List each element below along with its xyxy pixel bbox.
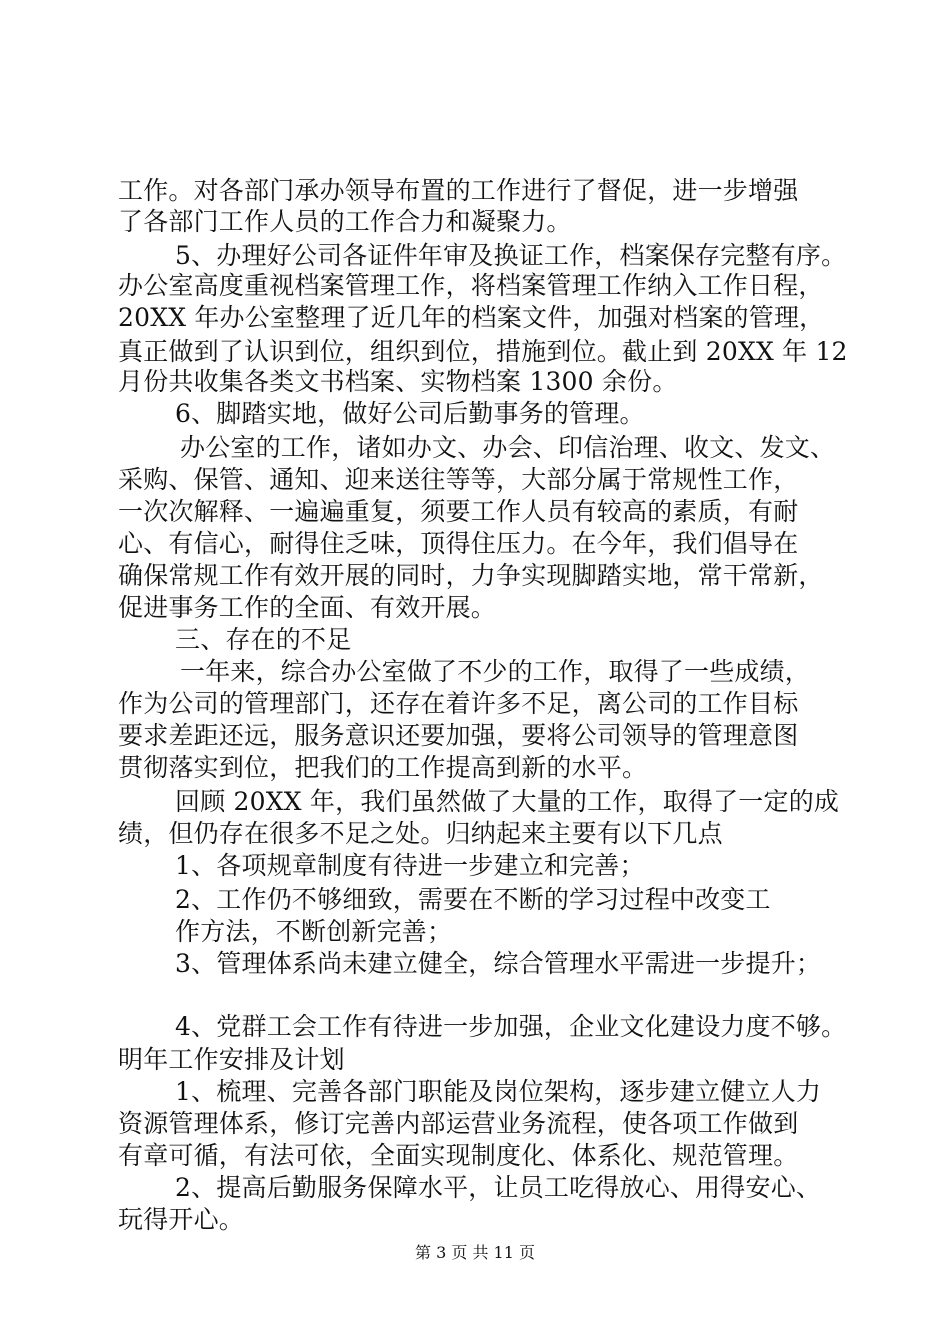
paragraph-line: 贯彻落实到位，把我们的工作提高到新的水平。 bbox=[118, 753, 648, 782]
paragraph-line: 一年来，综合办公室做了不少的工作，取得了一些成绩， bbox=[180, 657, 811, 686]
section-heading: 明年工作安排及计划 bbox=[118, 1045, 345, 1074]
list-item: 4、党群工会工作有待进一步加强，企业文化建设力度不够。 bbox=[175, 1012, 847, 1041]
paragraph-line: 资源管理体系，修订完善内部运营业务流程，使各项工作做到 bbox=[118, 1109, 799, 1138]
paragraph-line: 要求差距还远，服务意识还要加强，要将公司领导的管理意图 bbox=[118, 721, 799, 750]
paragraph-line: 绩，但仍存在很多不足之处。归纳起来主要有以下几点 bbox=[118, 819, 723, 848]
list-item: 1、梳理、完善各部门职能及岗位架构，逐步建立健立人力 bbox=[175, 1077, 822, 1106]
paragraph-line: 确保常规工作有效开展的同时，力争实现脚踏实地，常干常新， bbox=[118, 561, 824, 590]
paragraph-line: 5、办理好公司各证件年审及换证工作，档案保存完整有序。 bbox=[175, 241, 847, 270]
list-item: 2、提高后勤服务保障水平，让员工吃得放心、用得安心、 bbox=[175, 1173, 822, 1202]
paragraph-line: 一次次解释、一遍遍重复，须要工作人员有较高的素质，有耐 bbox=[118, 497, 799, 526]
paragraph-line: 办公室高度重视档案管理工作，将档案管理工作纳入工作日程， bbox=[118, 271, 824, 300]
paragraph-line: 了各部门工作人员的工作合力和凝聚力。 bbox=[118, 207, 572, 236]
paragraph-line: 心、有信心，耐得住乏味，顶得住压力。在今年，我们倡导在 bbox=[118, 529, 799, 558]
paragraph-line: 回顾 20XX 年，我们虽然做了大量的工作，取得了一定的成 bbox=[175, 787, 840, 816]
paragraph-line: 20XX 年办公室整理了近几年的档案文件，加强对档案的管理， bbox=[118, 303, 825, 332]
paragraph-line: 有章可循，有法可依，全面实现制度化、体系化、规范管理。 bbox=[118, 1141, 799, 1170]
list-item: 1、各项规章制度有待进一步建立和完善； bbox=[175, 851, 645, 880]
paragraph-line: 6、脚踏实地，做好公司后勤事务的管理。 bbox=[175, 399, 645, 428]
list-item: 3、管理体系尚未建立健全，综合管理水平需进一步提升； bbox=[175, 949, 822, 978]
paragraph-line: 工作。对各部门承办领导布置的工作进行了督促，进一步增强 bbox=[118, 176, 799, 205]
paragraph-line: 采购、保管、通知、迎来送往等等，大部分属于常规性工作， bbox=[118, 465, 799, 494]
list-item: 作方法，不断创新完善； bbox=[175, 917, 453, 946]
paragraph-line: 促进事务工作的全面、有效开展。 bbox=[118, 593, 497, 622]
paragraph-line: 月份共收集各类文书档案、实物档案 1300 余份。 bbox=[118, 367, 678, 396]
page-number-footer: 第 3 页 共 11 页 bbox=[415, 1243, 535, 1262]
paragraph-line: 玩得开心。 bbox=[118, 1205, 245, 1234]
section-heading: 三、存在的不足 bbox=[175, 625, 352, 654]
list-item: 2、工作仍不够细致，需要在不断的学习过程中改变工 bbox=[175, 885, 771, 914]
paragraph-line: 作为公司的管理部门，还存在着许多不足，离公司的工作目标 bbox=[118, 689, 799, 718]
paragraph-line: 办公室的工作，诸如办文、办会、印信治理、收文、发文、 bbox=[180, 433, 836, 462]
paragraph-line: 真正做到了认识到位，组织到位，措施到位。截止到 20XX 年 12 bbox=[118, 337, 848, 366]
